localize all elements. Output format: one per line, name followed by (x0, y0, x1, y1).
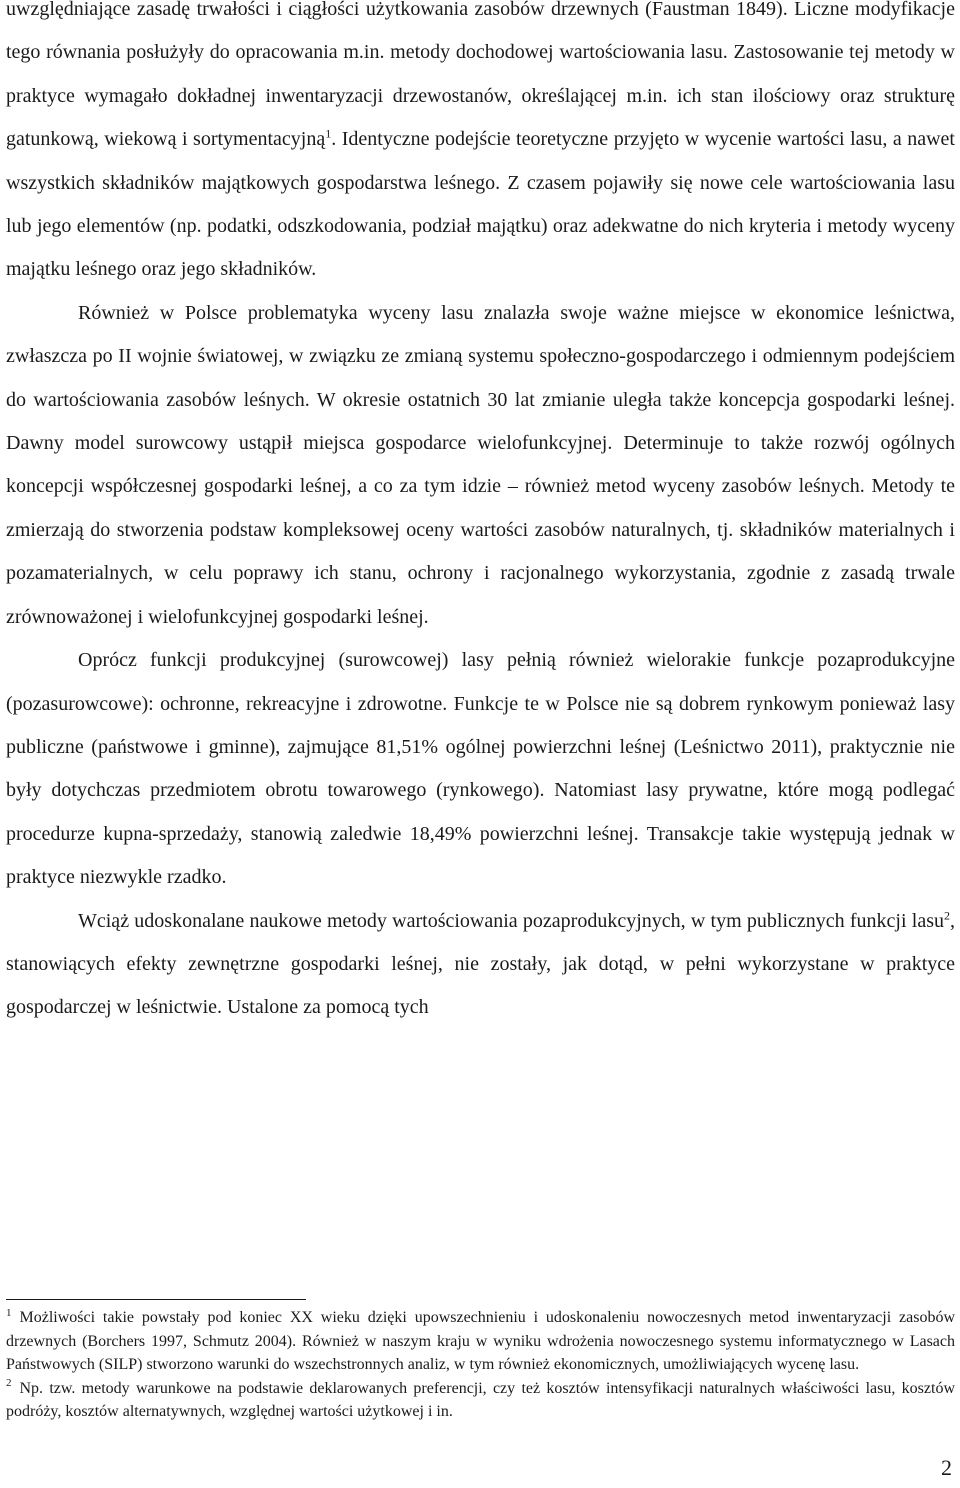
footnote-separator (6, 1299, 306, 1300)
footnote-1-mark: 1 (6, 1306, 12, 1319)
document-page (6, 0, 955, 1030)
paragraph-2-text: Również w Polsce problematyka wyceny lasu znalazła swoje ważne miejsce w ekonomice leśnictwa, zwłaszcza po II wojnie światowej, w związku ze zmianą systemu społeczno-gospodarczego i odmiennym podejściem do wartościowania zasobów leśnych. W okresie ostatnich 30 lat zmianie uległa także koncepcja gospodarki leśnej. Dawny model surowcowy ustąpił miejsca gospodarce wielofunkcyjnej. Determinuje to także rozwój ogólnych koncepcji współczesnej gospodarki leśnej, a co za tym idzie – również metod wyceny zasobów leśnych. Metody te zmierzają do stworzenia podstaw kompleksowej oceny wartości zasobów naturalnych, tj. składników materialnych i pozamaterialnych, w celu poprawy ich stanu, ochrony i racjonalnego wykorzystania, zgodnie z zasadą trwale zrównoważonej i wielofunkcyjnej gospodarki leśnej. (6, 301, 955, 628)
paragraph-1 (6, 0, 955, 292)
paragraph-1-text-b: . Identyczne podejście teoretyczne przyjęto w wycenie wartości lasu, a nawet wszystkich składników majątkowych gospodarstwa leśnego. Z czasem pojawiły się nowe cele wartościowania lasu lub jego elementów (np. podatki, odszkodowania, podział majątku) oraz adekwatne do nich kryteria i metody wyceny majątku leśnego oraz jego składników. (6, 128, 955, 281)
footnote-2-text: Np. tzw. metody warunkowe na podstawie deklarowanych preferencji, czy też kosztów intensyfikacji naturalnych właściwości lasu, kosztów podróży, kosztów alternatywnych, względnej wartości użytkowej i in. (6, 1379, 955, 1421)
paragraph-4 (6, 900, 955, 1030)
footnote-1-text: Możliwości takie powstały pod koniec XX wieku dzięki upowszechnieniu i udoskonaleniu nowoczesnych metod inwentaryzacji zasobów drzewnych (Borchers 1997, Schmutz 2004). Również w naszym kraju w wyniku wdrożenia nowoczesnego systemu informatycznego w Lasach Państwowych (SILP) stworzono warunki do wszechstronnych analiz, w tym również ekonomicznych, umożliwiających wycenę lasu. (6, 1309, 955, 1374)
footnote-ref-2[interactable]: 2 (944, 907, 950, 922)
paragraph-1-text-a: uwzględniające zasadę trwałości i ciągłości użytkowania zasobów drzewnych (Faustman 1849). Liczne modyfikacje tego równania posłużyły do opracowania m.in. metody dochodowej wartościowania lasu. Zastosowanie tej metody w praktyce wymagało dokładnej inwentaryzacji drzewostanów, określającej m.in. ich stan ilościowy oraz strukturę gatunkową, wiekową i sortymentacyjną (6, 0, 955, 151)
paragraph-3 (6, 639, 955, 899)
footnotes (6, 1306, 955, 1424)
paragraph-2 (6, 292, 955, 639)
footnote-ref-1[interactable]: 1 (325, 126, 332, 141)
paragraph-4-text-b: , stanowiących efekty zewnętrzne gospodarki leśnej, nie zostały, jak dotąd, w pełni wykorzystane w praktyce gospodarczej w leśnictwie. Ustalone za pomocą tych (6, 909, 955, 1019)
page-number: 2 (941, 1455, 952, 1480)
footnote-1 (6, 1306, 955, 1377)
paragraph-3-text: Oprócz funkcji produkcyjnej (surowcowej) lasy pełnią również wielorakie funkcje pozaprodukcyjne (pozasurowcowe): ochronne, rekreacyjne i zdrowotne. Funkcje te w Polsce nie są dobrem rynkowym ponieważ lasy publiczne (państwowe i gminne), zajmujące 81,51% ogólnej powierzchni leśnej (Leśnictwo 2011), praktycznie nie były dotychczas przedmiotem obrotu towarowego (rynkowego). Natomiast lasy prywatne, które mogą podlegać procedurze kupna-sprzedaży, stanowią zaledwie 18,49% powierzchni leśnej. Transakcje takie występują jednak w praktyce niezwykle rzadko. (6, 649, 955, 889)
paragraph-4-text-a: Wciąż udoskonalane naukowe metody wartościowania pozaprodukcyjnych, w tym publicznych funkcji lasu (78, 909, 944, 932)
footnote-2 (6, 1377, 955, 1424)
footnote-2-mark: 2 (6, 1377, 12, 1390)
